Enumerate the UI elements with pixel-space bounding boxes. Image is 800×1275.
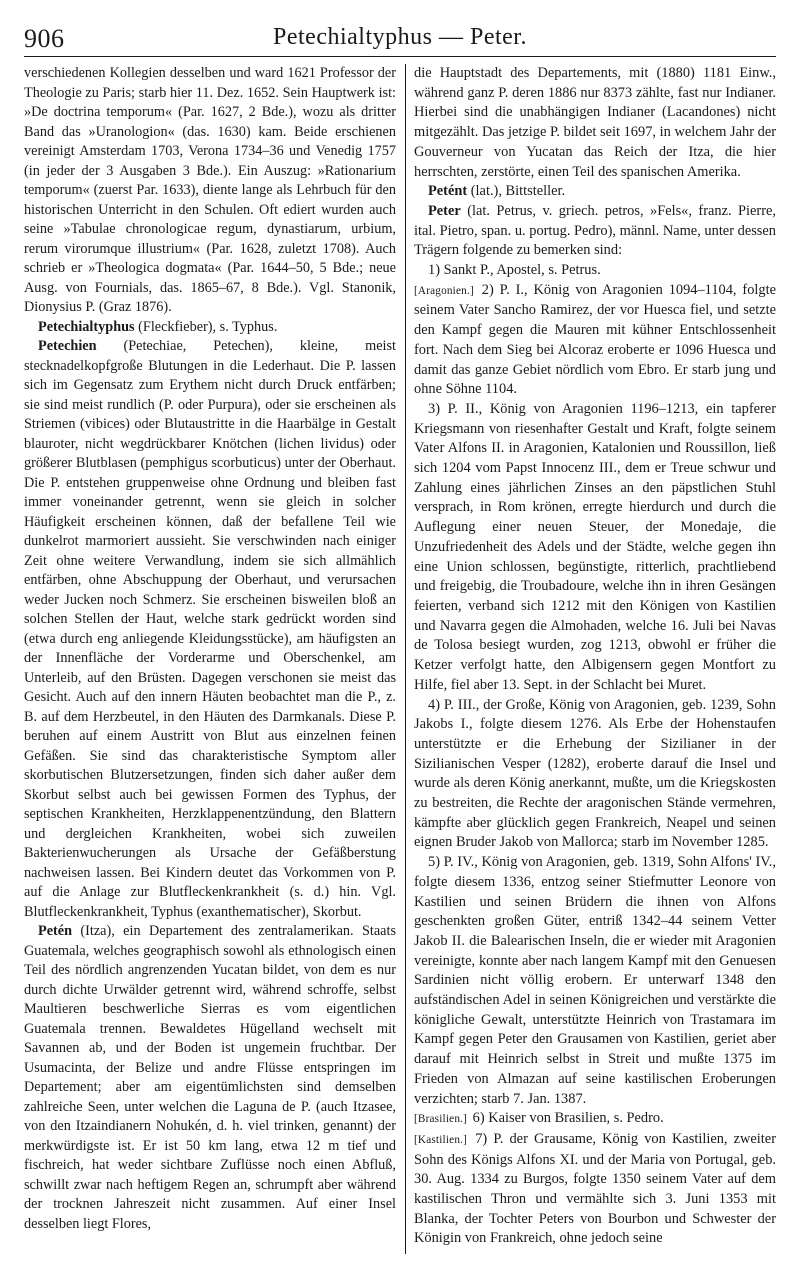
entry-headword: Petén <box>38 923 73 939</box>
sub-entry-peter-der-grausame <box>414 1130 776 1249</box>
region-tag: [Aragonien.] <box>414 284 474 297</box>
entry-headword: Petént <box>428 183 468 200</box>
entry-text: 6) Kaiser von Brasilien, s. Pedro. <box>472 1110 664 1127</box>
sub-entry-peter-ii <box>414 400 776 696</box>
entry-petechien <box>24 337 396 922</box>
right-column <box>414 64 776 1249</box>
entry-text: (Fleckfieber), s. Typhus. <box>138 318 278 335</box>
page-header <box>24 22 776 57</box>
entry-headword: Peter <box>428 202 461 219</box>
entry-headword: Petechialtyphus <box>38 318 135 335</box>
entry-text: (Itza), ein Departement des zentralamerikan. Staats Guatemala, welches geographisch sowohl als ethnologisch einen Teil des nördlich angrenzenden Yucatan bildet, von dem es nur durch dichte Urwälder getrennt wird, während schroffe, selbst Maultieren beschwerliche Sierras es vom eigentlichen Guatemala trennen. Bewaldetes Hügelland wechselt mit Savannen ab, und der Boden ist ungemein fruchtbar. Der Usumacinta, der Belize und andre Flüsse entspringen im Departement; aber am eigentümlichsten sind demselben zahlreiche Seen, unter welchen die Laguna de P. (auch Itzasee, von den Itzaindianern Nohukén, d. h. viel trinken, genannt) der merkwürdigste ist. Er ist 50 km lang, etwa 12 m tief und fischreich, hat weder sichtbare Zuflüsse noch einen Abfluß, schwillt zwar nach heftigem Regen an, schrumpft aber während der trocknen Jahreszeit nicht zusammen. Auf einer Insel desselben liegt Flores, <box>24 923 397 1232</box>
entry-text: (lat.), Bittsteller. <box>470 183 566 200</box>
page-number: 906 <box>24 24 65 53</box>
entry-text: verschiedenen Kollegien desselben und ward 1621 Professor der Theologie zu Paris; starb hier 11. Dez. 1652. Sein Hauptwerk ist: »De doctrina temporum« (Par. 1627, 2 Bde.), wozu als dritter Band das »Uranologion« (das. 1630) kam. Beide erschienen vereinigt Amsterdam 1703, Verona 1734–36 und Venedig 1757 (in jeder der 3 Ausgaben 3 Bde.). Ein Auszug: »Rationarium temporum« (zuerst Par. 1633), diente lange als Lehrbuch für den historischen Unterricht in den Schulen. Oft ediert wurden auch seine »Tabulae chronologicae regum, dynastiarum, urbium, rerum virorumque illustrium« (Par. 1628, zuletzt 1708). Auch schrieb er »Theologica dogmata« (Par. 1644–50, 5 Bde.; neue Ausg. von Fournials, das. 1865–67, 8 Bde.). Vgl. Stanonik, Dionysius P. (Graz 1876). <box>24 65 396 315</box>
entry-text: (lat. Petrus, v. griech. petros, »Fels«, franz. Pierre, ital. Pietro, span. u. portug. Pedro), männl. Name, unter dessen Trägern folgende zu bemerken sind: <box>414 202 776 259</box>
sub-entry-kaiser-brasilien <box>414 1109 776 1130</box>
column-divider <box>405 64 406 1254</box>
entry-continuation-petavius <box>24 64 396 318</box>
sub-entry-peter-iii <box>414 696 776 854</box>
entry-headword: Petechien <box>38 338 97 354</box>
entry-petent <box>414 182 776 202</box>
sub-entry-sankt-peter <box>414 261 776 281</box>
sub-entry-peter-iv <box>414 853 776 1109</box>
entry-text: 7) P. der Grausame, König von Kastilien, zweiter Sohn des Königs Alfons XI. und der Maria von Portugal, geb. 30. Aug. 1334 zu Burgos, folgte 1350 seinem Vater auf dem kastilischen Thron und vermählte sich 3. Juni 1353 mit Blanka, der Tochter Peters von Bourbon und Schwester der Königin von Frankreich, ohne jedoch seine <box>414 1130 776 1247</box>
left-column <box>24 64 396 1234</box>
entry-text: 5) P. IV., König von Aragonien, geb. 1319, Sohn Alfons' IV., folgte diesem 1336, entzog seiner Stiefmutter Leonore von Kastilien und seinen Brüdern die ihnen von Alfons geschenkten großen Güter, entriß 1342–44 seinem Vetter Jakob II. die Balearischen Inseln, die er wieder mit Aragonien vereinigte, konnte aber nach langem Kampf mit den Genuesen Sardinien nicht völlig erobern. Er unterwarf 1348 den aufständischen Adel in seinen Königreichen und verstärkte die königliche Gewalt, unterstützte Heinrich von Trastamara im Kampf gegen Peter den Grausamen von Kastilien, geriet aber darauf mit Heinrich selbst in Streit und mußte 1375 im Frieden von Almazan auf seine kastilischen Eroberungen verzichten; starb 7. Jan. 1387. <box>414 854 776 1107</box>
region-tag: [Brasilien.] <box>414 1113 468 1126</box>
entry-text: 2) P. I., König von Aragonien 1094–1104, folgte seinem Vater Sancho Ramirez, der vor Huesca fiel, und setzte den Kampf gegen die Mauren mit kühner Entschlossenheit fort. Nach dem Sieg bei Alcoraz eroberte er 1096 Huesca und damit das ganze Gebiet nördlich vom Ebro. Er starb jung und ohne Söhne 1104. <box>414 281 776 398</box>
entry-text: 3) P. II., König von Aragonien 1196–1213, ein tapferer Kriegsmann von riesenhafter Gestalt und Kraft, folgte seinem Vater Alfons II. in Aragonien, Katalonien und Roussillon, ließ sich 1204 vom Papst Innocenz III., dem er Treue schwur und Zahlung eines jährlichen Zinses an den päpstlichen Stuhl versprach, in Rom krönen, erregte hierdurch und durch die Auflegung einer neuen Steuer, der Monedaje, die Unzufriedenheit des Adels und der Städte, welche gegen ihn eine Union schlossen, begünstigte, ritterlich, prachtliebend und freigebig, die Troubadoure, welche ihn in ihren Gesängen feierten, verband sich 1212 mit den Königen von Kastilien und Navarra gegen die Almohaden, welche 16. Juli bei Navas de Tolosa besiegt wurden, zog 1213, obwohl er früher die Ketzer verfolgt hatte, den Albigensern gegen Montfort zu Hilfe, fiel aber 13. Sept. in der Schlacht bei Muret. <box>414 400 776 693</box>
entry-text: (Petechiae, Petechen), kleine, meist stecknadelkopfgroße Blutungen in die Lederhaut. Die P. lassen sich im Gegensatz zum Erythem nicht durch Druck entfärben; sie sind meist rundlich (P. oder Purpura), oder sie erscheinen als Striemen (vibices) oder Blutaustritte in die Haarbälge in Gestalt blauroter, nicht wegdrückbarer Knötchen (lichen lividus) oder größerer Blutblasen (pemphigus scorbuticus) unter der Oberhaut. Die P. entstehen gruppenweise ohne Ordnung und bleiben fast immer voneinander getrennt, wenn sie gleich in solcher Häufigkeit erscheinen können, daß der befallene Teil wie dunkelrot marmoriert aussieht. Sie verschwinden nach einiger Zeit ohne weitere Verwandlung, indem sie sich allmählich entfärben, ohne Abschuppung der Oberhaut, und verursachen weder Jucken noch Schmerz. Sie erscheinen bisweilen bloß an solchen Stellen der Haut, welche stark gedrückt worden sind (etwa durch eng anliegende Kleidungsstücke), am häufigsten an der Innenfläche der Vorderarme und Oberschenkel, am Unterleib, auf den Brüsten. Dagegen verschonen sie meist das Gesicht. Auch auf den innern Häuten beobachtet man die P., z. B. auf dem Herzbeutel, in den Häuten des Darmkanals. Diese P. beruhen auf einem Austritt von Blut aus einzelnen feinen Gefäßen. Sie sind das charakteristische Symptom aller skorbutischen Blutzersetzungen, finden sich daher außer dem Skorbut selbst auch bei gewissen Formen des Typhus, der septischen Krankheiten, Herzklappenentzündung, den Blattern und dergleichen Krankheiten, wobei sich zuweilen Bakterienwucherungen als Ursache der Gefäßberstung nachweisen lassen. Bei Kindern deutet das Vorkommen von P. auf die Anlage zur Blutfleckenkrankheit (s. d.) hin. Vgl. Blutfleckenkrankheit, Typhus (exanthematischer), Skorbut. <box>24 338 396 920</box>
entry-peter <box>414 202 776 261</box>
region-tag: [Kastilien.] <box>414 1133 468 1146</box>
entry-text: 4) P. III., der Große, König von Aragonien, geb. 1239, Sohn Jakobs I., folgte diesem 1276. Als Erbe der Hohenstaufen unterstützte er die Erhebung der Sizilianer in der Sizilianischen Vesper (1282), eroberte darauf die Insel und wurde als deren König anerkannt, mußte, um die Kriegskosten zu bestreiten, die Rechte der aragonischen Stände vermehren, kämpfte aber glücklich gegen Frankreich, Neapel und seinen eignen Bruder Jakob von Mallorca; starb im November 1285. <box>414 696 776 851</box>
entry-text: die Hauptstadt des Departements, mit (1880) 1181 Einw., während ganz P. deren 1886 nur 8373 zählte, fast nur Indianer. Hierbei sind die unabhängigen Indianer (Lacandones) nicht mitgezählt. Das jetzige P. bildet seit 1697, in welchem Jahr der Gouverneur von Yucatan das Reich der Itza, die hier herrschten, zerstörte, einen Teil des spanischen Amerika. <box>414 65 776 180</box>
entry-peten <box>24 922 396 1234</box>
sub-entry-peter-i <box>414 281 776 400</box>
entry-text: 1) Sankt P., Apostel, s. Petrus. <box>428 262 601 279</box>
running-title: Petechialtyphus — Peter. <box>273 24 527 50</box>
entry-petechialtyphus <box>24 318 396 338</box>
entry-continuation-peten <box>414 64 776 182</box>
